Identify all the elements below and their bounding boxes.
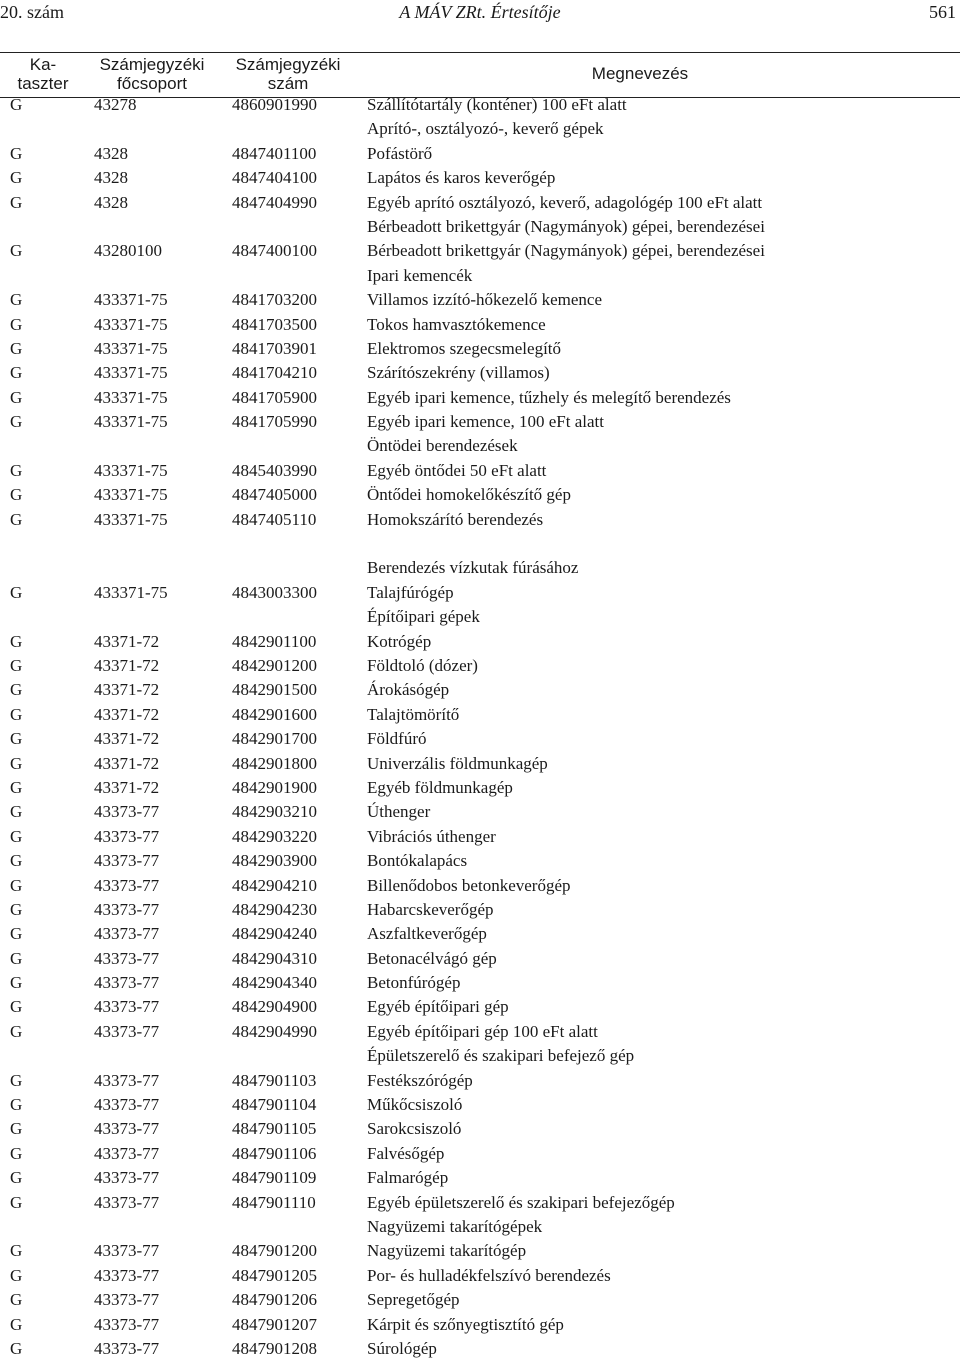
cell-szam: 4847901206	[232, 1290, 317, 1310]
cell-kataszter: G	[10, 290, 23, 310]
cell-szam: 4841705900	[232, 387, 317, 407]
table-row	[0, 727, 960, 751]
cell-megnevezes: Építőipari gépek	[367, 607, 480, 627]
cell-kataszter: G	[10, 655, 23, 675]
cell-megnevezes: Épületszerelő és szakipari befejező gép	[367, 1046, 635, 1066]
cell-kataszter: G	[10, 729, 23, 749]
table-row	[0, 1044, 960, 1068]
table-row	[0, 1288, 960, 1312]
table-row	[0, 1117, 960, 1141]
cell-focsoport: 43373-77	[94, 924, 160, 944]
cell-focsoport: 43373-77	[94, 1192, 160, 1212]
table-row	[0, 386, 960, 410]
cell-szam: 4842901900	[232, 777, 317, 797]
cell-megnevezes: Műkőcsiszoló	[367, 1095, 463, 1115]
table-row	[0, 849, 960, 873]
cell-szam: 4847901104	[232, 1095, 317, 1115]
cell-kataszter: G	[10, 1338, 23, 1358]
cell-szam: 4847901103	[232, 1070, 317, 1090]
table-body	[0, 93, 960, 1361]
publication-title: A MÁV ZRt. Értesítője	[399, 2, 561, 22]
cell-megnevezes: Betonacélvágó gép	[367, 948, 497, 968]
cell-focsoport: 43373-77	[94, 1095, 160, 1115]
table-row	[0, 1166, 960, 1190]
cell-megnevezes: Öntödei berendezések	[367, 436, 518, 456]
table-row	[0, 532, 960, 556]
cell-megnevezes: Nagyüzemi takarítógépek	[367, 1216, 543, 1236]
table-row	[0, 630, 960, 654]
table-row	[0, 1239, 960, 1263]
cell-kataszter: G	[10, 1021, 23, 1041]
cell-szam: 4847901207	[232, 1314, 317, 1334]
cell-szam: 4847901200	[232, 1241, 317, 1261]
cell-szam: 4847401100	[232, 143, 317, 163]
table-row	[0, 825, 960, 849]
table-row	[0, 605, 960, 629]
cell-kataszter: G	[10, 1241, 23, 1261]
cell-megnevezes: Pofástörő	[367, 143, 433, 163]
cell-megnevezes: Vibrációs úthenger	[367, 826, 496, 846]
cell-kataszter: G	[10, 802, 23, 822]
cell-focsoport: 43373-77	[94, 948, 160, 968]
cell-focsoport: 43373-77	[94, 1265, 160, 1285]
table-row	[0, 166, 960, 190]
cell-megnevezes: Villamos izzító-hőkezelő kemence	[367, 290, 602, 310]
table-row	[0, 337, 960, 361]
cell-megnevezes: Egyéb aprító osztályozó, keverő, adagológép 100 eFt alatt	[367, 192, 763, 212]
column-header-megnevezes: Megnevezés	[591, 64, 689, 83]
table-row	[0, 93, 960, 117]
cell-kataszter: G	[10, 1168, 23, 1188]
cell-megnevezes: Bérbeadott brikettgyár (Nagymányok) gépei, berendezései	[367, 216, 765, 236]
cell-megnevezes: Bérbeadott brikettgyár (Nagymányok) gépei, berendezései	[367, 241, 765, 261]
cell-kataszter: G	[10, 509, 23, 529]
cell-szam: 4860901990	[232, 95, 317, 114]
table-row	[0, 947, 960, 971]
table-row	[0, 288, 960, 312]
cell-focsoport: 43278	[94, 95, 137, 114]
cell-focsoport: 43373-77	[94, 997, 160, 1017]
cell-focsoport: 433371-75	[94, 363, 168, 383]
table-row	[0, 361, 960, 385]
cell-kataszter: G	[10, 143, 23, 163]
cell-kataszter: G	[10, 753, 23, 773]
table-row	[0, 434, 960, 458]
cell-megnevezes: Öntődei homokelőkészítő gép	[367, 485, 571, 505]
cell-szam: 4841703200	[232, 290, 317, 310]
cell-szam: 4842904990	[232, 1021, 317, 1041]
cell-szam: 4842903210	[232, 802, 317, 822]
table-row	[0, 581, 960, 605]
cell-szam: 4845403990	[232, 460, 317, 480]
cell-focsoport: 43371-72	[94, 729, 160, 749]
cell-megnevezes: Tokos hamvasztókemence	[367, 314, 546, 334]
cell-megnevezes: Lapátos és karos keverőgép	[367, 168, 556, 188]
cell-megnevezes: Aprító-, osztályozó-, keverő gépek	[367, 119, 604, 139]
cell-focsoport: 43373-77	[94, 826, 160, 846]
cell-szam: 4847901109	[232, 1168, 317, 1188]
cell-szam: 4847405000	[232, 485, 317, 505]
table-row	[0, 898, 960, 922]
cell-focsoport: 43373-77	[94, 802, 160, 822]
cell-kataszter: G	[10, 1095, 23, 1115]
cell-kataszter: G	[10, 168, 23, 188]
cell-megnevezes: Egyéb öntődei 50 eFt alatt	[367, 460, 547, 480]
cell-megnevezes: Talajfúrógép	[367, 582, 454, 602]
cell-kataszter: G	[10, 412, 23, 432]
cell-kataszter: G	[10, 1314, 23, 1334]
cell-focsoport: 43280100	[94, 241, 162, 261]
cell-szam: 4842901700	[232, 729, 317, 749]
cell-megnevezes: Kotrógép	[367, 631, 432, 651]
cell-megnevezes: Egyéb ipari kemence, 100 eFt alatt	[367, 412, 604, 432]
cell-focsoport: 43373-77	[94, 1143, 160, 1163]
cell-megnevezes: Elektromos szegecsmelegítő	[367, 338, 562, 358]
cell-szam: 4842904340	[232, 973, 317, 993]
issue-number: 20. szám	[0, 2, 64, 22]
table-row	[0, 142, 960, 166]
table-row	[0, 1069, 960, 1093]
cell-kataszter: G	[10, 948, 23, 968]
cell-szam: 4842901500	[232, 680, 317, 700]
cell-focsoport: 43373-77	[94, 851, 160, 871]
cell-kataszter: G	[10, 1070, 23, 1090]
table-row	[0, 874, 960, 898]
table-row	[0, 654, 960, 678]
cell-megnevezes: Úthenger	[367, 802, 431, 822]
cell-szam: 4842904210	[232, 875, 317, 895]
cell-focsoport: 4328	[94, 143, 128, 163]
cell-focsoport: 433371-75	[94, 290, 168, 310]
cell-kataszter: G	[10, 851, 23, 871]
cell-megnevezes: Súrológép	[367, 1338, 437, 1358]
cell-megnevezes: Kárpit és szőnyegtisztító gép	[367, 1314, 564, 1334]
table-row	[0, 1215, 960, 1239]
table-row	[0, 215, 960, 239]
table-row	[0, 1264, 960, 1288]
cell-szam: 4842901800	[232, 753, 317, 773]
cell-kataszter: G	[10, 363, 23, 383]
cell-szam: 4847901205	[232, 1265, 317, 1285]
cell-szam: 4841703901	[232, 338, 317, 358]
cell-szam: 4842903900	[232, 851, 317, 871]
cell-kataszter: G	[10, 777, 23, 797]
cell-focsoport: 43371-72	[94, 631, 160, 651]
cell-kataszter: G	[10, 485, 23, 505]
table-row	[0, 1142, 960, 1166]
table-row	[0, 678, 960, 702]
cell-megnevezes: Szárítószekrény (villamos)	[367, 363, 550, 383]
cell-megnevezes: Betonfúrógép	[367, 973, 461, 993]
cell-megnevezes: Egyéb ipari kemence, tűzhely és melegítő berendezés	[367, 387, 731, 407]
cell-focsoport: 43373-77	[94, 899, 160, 919]
cell-focsoport: 43373-77	[94, 1168, 160, 1188]
table-row	[0, 483, 960, 507]
cell-focsoport: 43371-72	[94, 777, 160, 797]
cell-focsoport: 43373-77	[94, 1070, 160, 1090]
table-row	[0, 239, 960, 263]
cell-kataszter: G	[10, 314, 23, 334]
cell-focsoport: 433371-75	[94, 387, 168, 407]
cell-szam: 4843003300	[232, 582, 317, 602]
cell-kataszter: G	[10, 704, 23, 724]
table-row	[0, 1313, 960, 1337]
table-row	[0, 1191, 960, 1215]
cell-szam: 4847404990	[232, 192, 317, 212]
cell-megnevezes: Földfúró	[367, 729, 427, 749]
cell-kataszter: G	[10, 1143, 23, 1163]
cell-szam: 4847400100	[232, 241, 317, 261]
cell-megnevezes: Árokásógép	[367, 680, 450, 700]
cell-focsoport: 43371-72	[94, 753, 160, 773]
cell-megnevezes: Falmarógép	[367, 1168, 449, 1188]
cell-megnevezes: Berendezés vízkutak fúrásához	[367, 558, 579, 578]
table-row	[0, 264, 960, 288]
cell-focsoport: 433371-75	[94, 582, 168, 602]
table-row	[0, 1337, 960, 1361]
cell-szam: 4841703500	[232, 314, 317, 334]
cell-kataszter: G	[10, 582, 23, 602]
column-header-kataszter: Ka- taszter	[17, 55, 69, 93]
cell-szam: 4842904310	[232, 948, 317, 968]
cell-focsoport: 433371-75	[94, 314, 168, 334]
cell-megnevezes: Sarokcsiszoló	[367, 1119, 462, 1139]
cell-szam: 4842901200	[232, 655, 317, 675]
column-header-focsoport: Számjegyzéki főcsoport	[99, 55, 205, 93]
cell-szam: 4847404100	[232, 168, 317, 188]
cell-kataszter: G	[10, 631, 23, 651]
cell-kataszter: G	[10, 338, 23, 358]
table-row	[0, 995, 960, 1019]
cell-szam: 4847901110	[232, 1192, 316, 1212]
cell-megnevezes: Univerzális földmunkagép	[367, 753, 548, 773]
cell-kataszter: G	[10, 387, 23, 407]
cell-focsoport: 43373-77	[94, 973, 160, 993]
page-number: 561	[929, 2, 956, 22]
cell-kataszter: G	[10, 973, 23, 993]
cell-kataszter: G	[10, 826, 23, 846]
cell-focsoport: 4328	[94, 168, 128, 188]
page-header	[0, 0, 960, 30]
cell-szam: 4847901106	[232, 1143, 317, 1163]
table-row	[0, 313, 960, 337]
cell-megnevezes: Bontókalapács	[367, 851, 468, 871]
cell-focsoport: 43373-77	[94, 875, 160, 895]
table-row	[0, 752, 960, 776]
cell-szam: 4847901208	[232, 1338, 317, 1358]
cell-szam: 4841704210	[232, 363, 317, 383]
cell-szam: 4847405110	[232, 509, 317, 529]
cell-megnevezes: Talajtömörítő	[367, 704, 460, 724]
cell-megnevezes: Sepregetőgép	[367, 1290, 460, 1310]
cell-szam: 4841705990	[232, 412, 317, 432]
cell-focsoport: 433371-75	[94, 412, 168, 432]
column-header-szam: Számjegyzéki szám	[235, 55, 341, 93]
table-row	[0, 191, 960, 215]
cell-focsoport: 43371-72	[94, 704, 160, 724]
cell-kataszter: G	[10, 1119, 23, 1139]
cell-kataszter: G	[10, 997, 23, 1017]
cell-megnevezes: Nagyüzemi takarítógép	[367, 1241, 527, 1261]
cell-kataszter: G	[10, 1265, 23, 1285]
cell-megnevezes: Aszfaltkeverőgép	[367, 924, 487, 944]
cell-focsoport: 433371-75	[94, 485, 168, 505]
cell-kataszter: G	[10, 241, 23, 261]
table-row	[0, 459, 960, 483]
table-row	[0, 971, 960, 995]
cell-megnevezes: Falvésőgép	[367, 1143, 445, 1163]
cell-focsoport: 43373-77	[94, 1241, 160, 1261]
table-row	[0, 776, 960, 800]
cell-szam: 4842904900	[232, 997, 317, 1017]
cell-megnevezes: Egyéb építőipari gép	[367, 997, 509, 1017]
cell-kataszter: G	[10, 899, 23, 919]
cell-kataszter: G	[10, 875, 23, 895]
cell-megnevezes: Por- és hulladékfelszívó berendezés	[367, 1265, 611, 1285]
cell-szam: 4842901100	[232, 631, 317, 651]
cell-megnevezes: Homokszárító berendezés	[367, 509, 544, 529]
table-row	[0, 1093, 960, 1117]
table-row	[0, 410, 960, 434]
cell-megnevezes: Szállítótartály (konténer) 100 eFt alatt	[367, 95, 627, 114]
table-row	[0, 556, 960, 580]
cell-megnevezes: Billenődobos betonkeverőgép	[367, 875, 571, 895]
table-row	[0, 117, 960, 141]
cell-kataszter: G	[10, 192, 23, 212]
cell-focsoport: 433371-75	[94, 460, 168, 480]
cell-kataszter: G	[10, 924, 23, 944]
cell-megnevezes: Egyéb épületszerelő és szakipari befejezőgép	[367, 1192, 675, 1212]
table-header	[0, 52, 960, 98]
cell-focsoport: 43373-77	[94, 1314, 160, 1334]
cell-szam: 4842901600	[232, 704, 317, 724]
cell-focsoport: 43373-77	[94, 1021, 160, 1041]
cell-szam: 4842903220	[232, 826, 317, 846]
cell-megnevezes: Egyéb építőipari gép 100 eFt alatt	[367, 1021, 598, 1041]
cell-focsoport: 433371-75	[94, 338, 168, 358]
table-row	[0, 703, 960, 727]
cell-szam: 4842904240	[232, 924, 317, 944]
cell-focsoport: 433371-75	[94, 509, 168, 529]
table-row	[0, 922, 960, 946]
cell-megnevezes: Egyéb földmunkagép	[367, 777, 513, 797]
cell-kataszter: G	[10, 1192, 23, 1212]
cell-kataszter: G	[10, 1290, 23, 1310]
cell-szam: 4842904230	[232, 899, 317, 919]
cell-focsoport: 43373-77	[94, 1338, 160, 1358]
cell-focsoport: 4328	[94, 192, 128, 212]
table-row	[0, 508, 960, 532]
cell-megnevezes: Habarcskeverőgép	[367, 899, 494, 919]
cell-szam: 4847901105	[232, 1119, 317, 1139]
cell-focsoport: 43371-72	[94, 680, 160, 700]
cell-focsoport: 43371-72	[94, 655, 160, 675]
table-row	[0, 800, 960, 824]
cell-focsoport: 43373-77	[94, 1290, 160, 1310]
cell-kataszter: G	[10, 680, 23, 700]
cell-megnevezes: Földtoló (dózer)	[367, 655, 478, 675]
cell-megnevezes: Festékszórógép	[367, 1070, 473, 1090]
cell-kataszter: G	[10, 460, 23, 480]
cell-kataszter: G	[10, 95, 23, 114]
cell-megnevezes: Ipari kemencék	[367, 265, 473, 285]
table-row	[0, 1020, 960, 1044]
cell-focsoport: 43373-77	[94, 1119, 160, 1139]
